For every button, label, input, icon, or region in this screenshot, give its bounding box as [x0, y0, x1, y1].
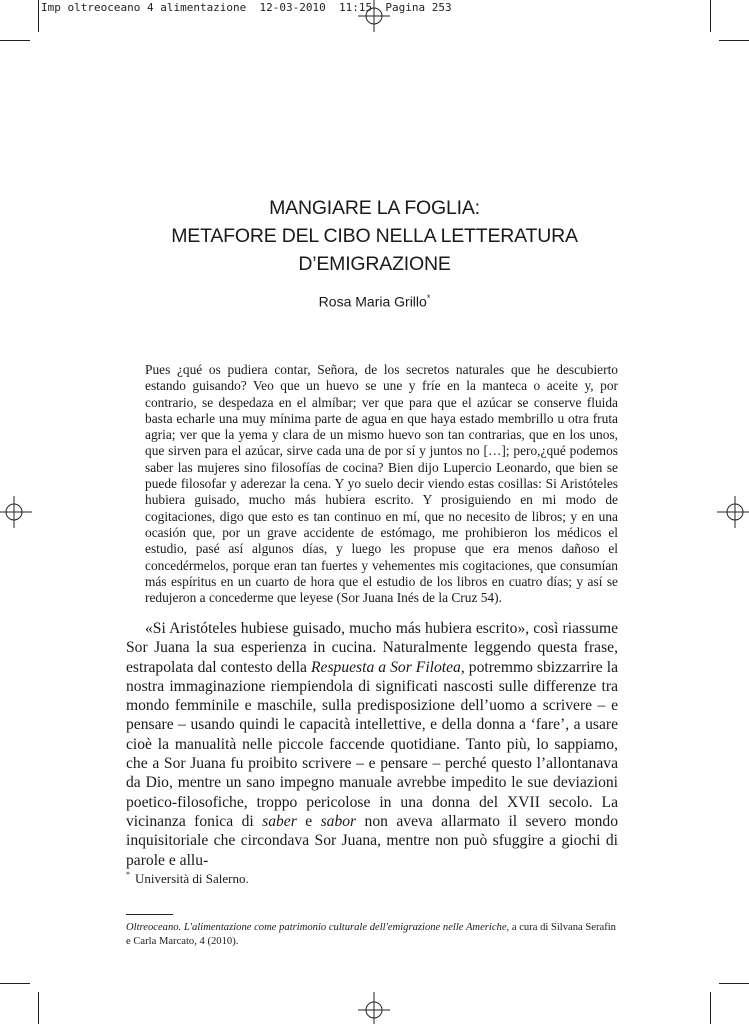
footnote-mark: *	[126, 870, 130, 879]
epigraph-text: Pues ¿qué os pudiera contar, Señora, de los secretos naturales que he descubierto estando guisando? Veo que un huevo se une y fríe en la manteca o aceite y, por contrario, se despedaza en el almíbar; ver que para que el azúcar se conserve fluida basta echarle una muy mínima parte de agua en que haya estado membrillo u otra fruta agria; ver que la yema y clara de un mismo huevo son tan contrarias, que en los unos, que sirven para el azúcar, sirve cada una de por sí y juntos no […]; pero,¿qué podemos saber las mujeres sino filosofías de cocina? Bien dijo Lupercio Leonardo, que bien se puede filosofar y aderezar la cena. Y yo suelo decir viendo estas cosillas: Si Aristóteles hubiera guisado, mucho más hubiera escrito. Y prosiguiendo en mi modo de cogitaciones, digo que esto es tan continuo en mí, que no necesito de libros; y en una ocasión que, por un grave accidente de estómago, me prohibieron los médicos el estudio, pasé así algunos días, y luego les propuse que era menos dañoso el concedérmelos, porque eran tan fuertes y vehementes mis cogitaciones, que consumían más espíritus en un cuarto de hora que el estudio de los libros en cuatro días; y así se redujeron a concederme que leyese (Sor Juana Inés de la Cruz 54).	[145, 362, 618, 606]
registration-mark-left-icon	[0, 496, 32, 528]
publication-details: , a cura di Silvana Serafin e Carla Marcato, 4 (2010).	[126, 922, 616, 947]
body-text-run: , potremmo sbizzarrire la nostra immaginazione riempiendola di significati nascosti sulle differenze tra mondo femminile e maschile, sulla predisposizione dell’uomo a scrivere – e pensare – usando quindi le capacità intellettive, e della donna a ‘fare’, a usare cioè la manualità nelle piccole faccende quotidiane. Tanto più, lo sappiamo, che a Sor Juana fu proibito scrivere – e pensare – perché questo l’allontanava da Dio, mentre un sano impegno manuale avrebbe impedito le sue deviazioni poetico-filosofiche, troppo pericolose in una donna del XVII secolo. La vicinanza fonica di	[126, 658, 619, 830]
author-footnote-mark: *	[426, 293, 431, 303]
body-text-run: «Si Aristóteles hubiese guisado, mucho más hubiera escrito», così riassume Sor Juana la sua esperienza in cucina. Naturalmente leggendo questa frase, estrapolata dal contesto della	[126, 620, 618, 676]
print-slug: Imp oltreoceano 4 alimentazione 12-03-2010 11:15 Pagina 253	[41, 1, 452, 14]
crop-mark-top-left-vertical	[38, 0, 39, 32]
epigraph-quote	[145, 362, 618, 606]
crop-mark-top-right-vertical	[710, 0, 711, 32]
article-title	[0, 194, 749, 278]
publication-note	[126, 921, 618, 948]
term-sabor: sabor	[320, 812, 357, 830]
footnote-text: Università di Salerno.	[135, 871, 249, 886]
registration-mark-right-icon	[717, 496, 749, 528]
author-line	[0, 293, 749, 310]
registration-mark-bottom-icon	[358, 992, 390, 1024]
crop-mark-bottom-left-horizontal	[0, 983, 30, 984]
crop-mark-top-left-horizontal	[0, 40, 30, 41]
title-line-2: METAFORE DEL CIBO NELLA LETTERATURA	[171, 225, 578, 247]
footer-rule	[126, 914, 173, 915]
crop-mark-top-right-horizontal	[719, 40, 749, 41]
publication-title: Oltreoceano. L'alimentazione come patrimonio culturale dell'emigrazione nelle Americhe	[126, 922, 507, 933]
body-text	[126, 619, 618, 870]
work-title: Respuesta a Sor Filotea	[311, 658, 461, 676]
title-line-3: D’EMIGRAZIONE	[298, 253, 451, 275]
crop-mark-bottom-left-vertical	[38, 992, 39, 1024]
registration-mark-top-icon	[358, 0, 390, 32]
body-text-run: non aveva allarmato il severo mondo inquisitoriale che circondava Sor Juana, mentre non può sfuggire a giochi di parole e allu-	[126, 812, 619, 869]
body-paragraph	[126, 619, 618, 870]
term-saber: saber	[262, 812, 297, 830]
crop-mark-bottom-right-vertical	[710, 992, 711, 1024]
crop-mark-bottom-right-horizontal	[719, 983, 749, 984]
author-name: Rosa Maria Grillo	[318, 293, 427, 310]
body-text-run: e	[296, 812, 321, 830]
footnote	[126, 870, 249, 887]
title-line-1: MANGIARE LA FOGLIA:	[269, 197, 480, 219]
